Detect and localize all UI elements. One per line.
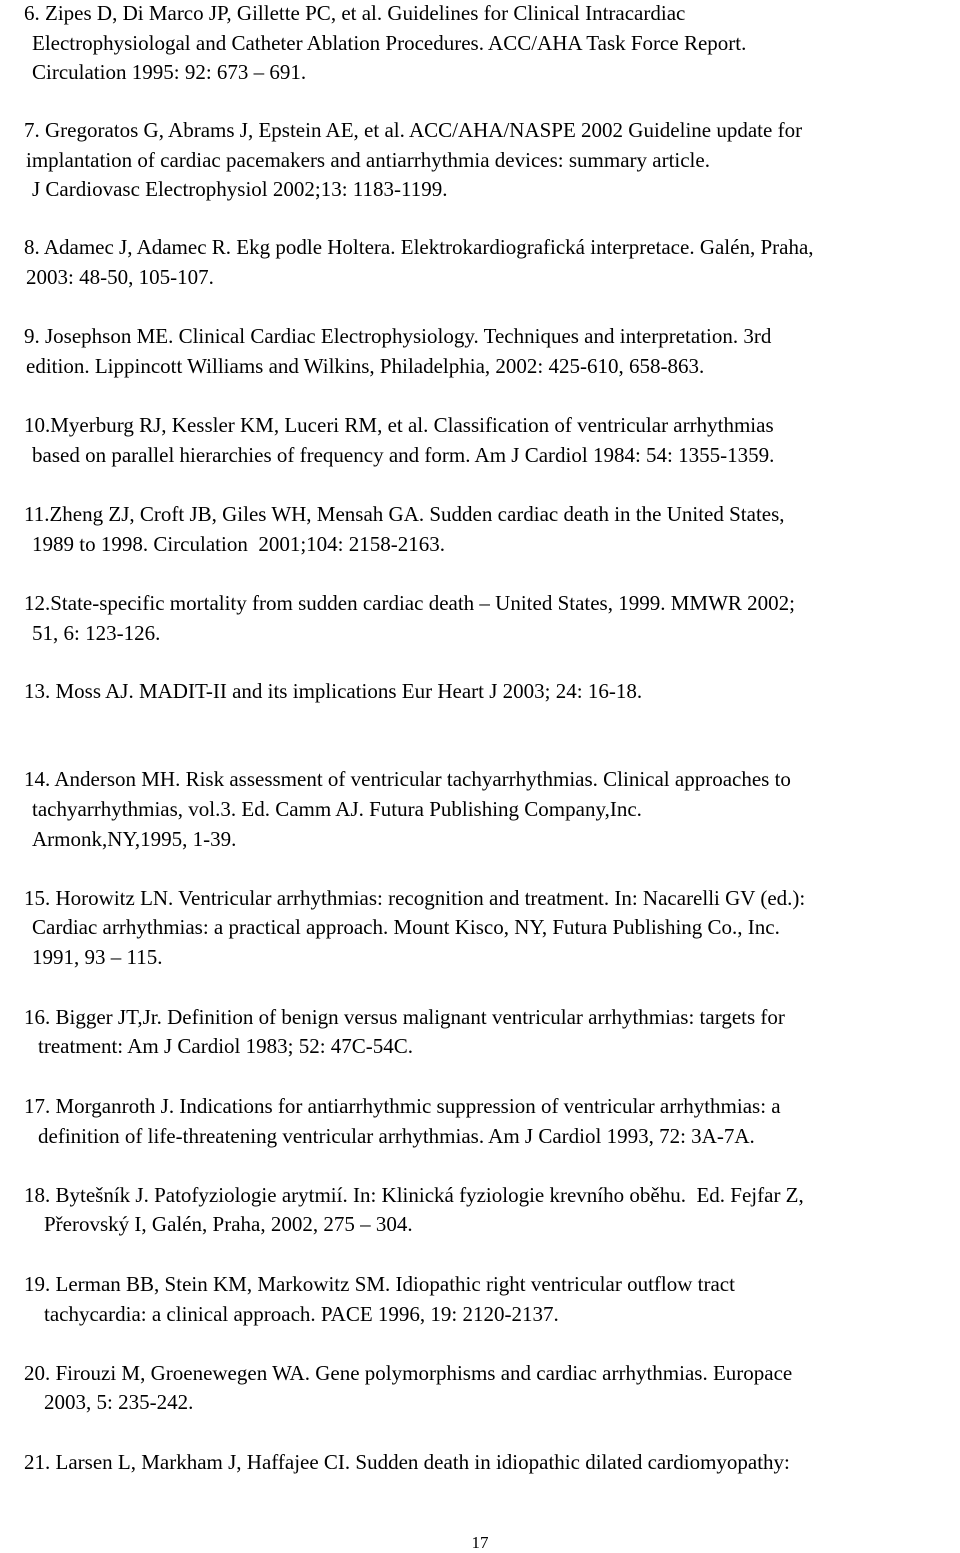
reference-line: 11.Zheng ZJ, Croft JB, Giles WH, Mensah GA. Sudden cardiac death in the United States, <box>24 502 785 526</box>
reference-line: Přerovský I, Galén, Praha, 2002, 275 – 304. <box>44 1212 413 1236</box>
reference-line: 10.Myerburg RJ, Kessler KM, Luceri RM, et al. Classification of ventricular arrhythmias <box>24 413 774 437</box>
reference-line: 9. Josephson ME. Clinical Cardiac Electrophysiology. Techniques and interpretation. 3rd <box>24 324 772 348</box>
reference-line: tachycardia: a clinical approach. PACE 1996, 19: 2120-2137. <box>44 1302 559 1326</box>
reference-line: 1989 to 1998. Circulation 2001;104: 2158-2163. <box>32 532 445 556</box>
reference-line: 2003, 5: 235-242. <box>44 1390 194 1414</box>
reference-line: 15. Horowitz LN. Ventricular arrhythmias: recognition and treatment. In: Nacarelli GV (ed.): <box>24 886 806 910</box>
reference-line: Electrophysiologal and Catheter Ablation Procedures. ACC/AHA Task Force Report. <box>32 31 747 55</box>
reference-line: based on parallel hierarchies of frequency and form. Am J Cardiol 1984: 54: 1355-1359. <box>32 443 775 467</box>
reference-line: 18. Bytešník J. Patofyziologie arytmií. In: Klinická fyziologie krevního oběhu. Ed. Fejfar Z, <box>24 1183 804 1207</box>
reference-line: Cardiac arrhythmias: a practical approach. Mount Kisco, NY, Futura Publishing Co., Inc. <box>32 915 780 939</box>
reference-line: Armonk,NY,1995, 1-39. <box>32 827 237 851</box>
reference-line: 51, 6: 123-126. <box>32 621 161 645</box>
reference-line: J Cardiovasc Electrophysiol 2002;13: 1183-1199. <box>32 177 448 201</box>
reference-line: tachyarrhythmias, vol.3. Ed. Camm AJ. Futura Publishing Company,Inc. <box>32 797 642 821</box>
reference-line: 6. Zipes D, Di Marco JP, Gillette PC, et al. Guidelines for Clinical Intracardiac <box>24 1 686 25</box>
reference-line: 7. Gregoratos G, Abrams J, Epstein AE, et al. ACC/AHA/NASPE 2002 Guideline update for <box>24 118 803 142</box>
reference-line: 21. Larsen L, Markham J, Haffajee CI. Sudden death in idiopathic dilated cardiomyopathy: <box>24 1450 790 1474</box>
page-number: 17 <box>471 1533 489 1552</box>
reference-line: definition of life-threatening ventricular arrhythmias. Am J Cardiol 1993, 72: 3A-7A. <box>38 1124 755 1148</box>
reference-line: 19. Lerman BB, Stein KM, Markowitz SM. Idiopathic right ventricular outflow tract <box>24 1272 735 1296</box>
reference-line: 1991, 93 – 115. <box>32 945 163 969</box>
reference-line: 16. Bigger JT,Jr. Definition of benign versus malignant ventricular arrhythmias: targets for <box>24 1005 785 1029</box>
reference-line: 14. Anderson MH. Risk assessment of ventricular tachyarrhythmias. Clinical approaches to <box>24 767 791 791</box>
reference-line: 12.State-specific mortality from sudden cardiac death – United States, 1999. MMWR 2002; <box>24 591 795 615</box>
reference-line: 2003: 48-50, 105-107. <box>26 265 214 289</box>
reference-line: implantation of cardiac pacemakers and antiarrhythmia devices: summary article. <box>26 148 710 172</box>
reference-line: 20. Firouzi M, Groenewegen WA. Gene polymorphisms and cardiac arrhythmias. Europace <box>24 1361 793 1385</box>
reference-line: edition. Lippincott Williams and Wilkins, Philadelphia, 2002: 425-610, 658-863. <box>26 354 705 378</box>
reference-line: treatment: Am J Cardiol 1983; 52: 47C-54C. <box>38 1034 414 1058</box>
reference-line: 13. Moss AJ. MADIT-II and its implications Eur Heart J 2003; 24: 16-18. <box>24 679 643 703</box>
reference-line: 17. Morganroth J. Indications for antiarrhythmic suppression of ventricular arrhythmias: a <box>24 1094 781 1118</box>
reference-line: Circulation 1995: 92: 673 – 691. <box>32 60 307 84</box>
reference-line: 8. Adamec J, Adamec R. Ekg podle Holtera. Elektrokardiografická interpretace. Galén, Praha, <box>24 235 814 259</box>
